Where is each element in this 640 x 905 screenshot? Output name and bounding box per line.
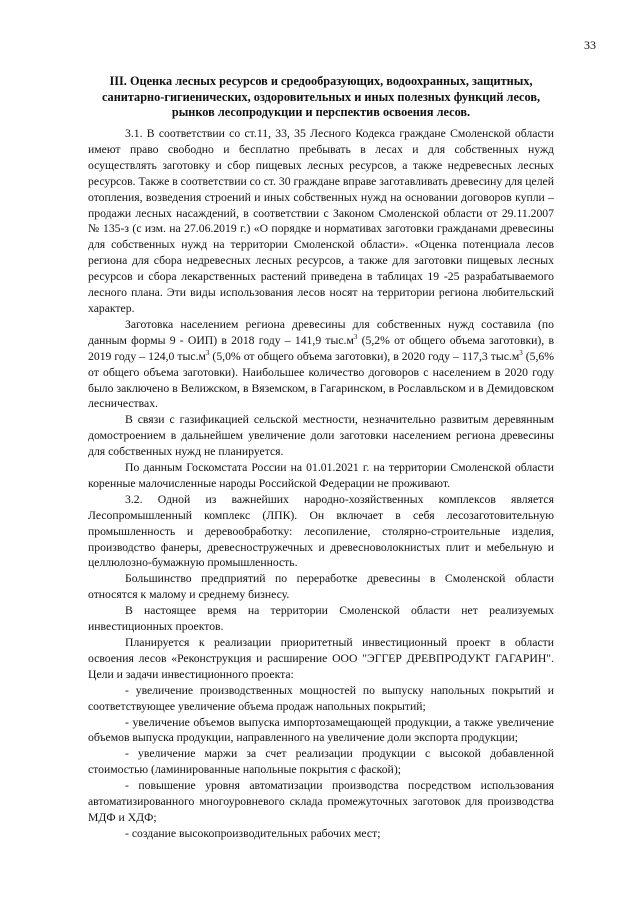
harvest-text-2018: Заготовка населением региона древесины для собственных нужд составила (по данным формы 9 - ОИП) в 2018 году – 141,9 тыс.м xyxy=(88,317,554,347)
paragraph-harvest-volumes xyxy=(88,317,554,412)
harvest-text-2019: (5,2% от общего объема заготовки), в 2019 году – 124,0 тыс.м xyxy=(88,333,554,363)
bullet-import-substitution: - увеличение объемов выпуска импортозамещающей продукции, а также увеличение объемов выпуска продукции, направленного на увеличение доли экспорта продукции; xyxy=(88,715,554,745)
bullet-jobs: - создание высокопроизводительных рабочих мест; xyxy=(125,826,381,840)
harvest-text-rest: (5,6% от общего объема заготовки). Наибольшее количество договоров с населением в 2020 году было заключено в Велижском, в Вяземском, в Гагаринском, в Рославльском и в Демидовском лесничествах. xyxy=(88,349,554,411)
paragraph-small-business: Большинство предприятий по переработке древесины в Смоленской области относятся к малому и среднему бизнесу. xyxy=(88,572,554,602)
paragraph-indigenous: По данным Госкомстата России на 01.01.2021 г. на территории Смоленской области коренные малочисленные народы Российской Федерации не проживают. xyxy=(88,461,554,490)
paragraph-gasification: В связи с газификацией сельской местности, незначительно развитым деревянным домостроением в дальнейшем увеличение доли заготовки населением региона древесины для собственных нужд не планируется. xyxy=(88,413,554,459)
bullet-capacity: - увеличение производственных мощностей по выпуску напольных покрытий и соответствующее увеличение объема продаж напольных покрытий; xyxy=(88,683,554,713)
cubic-superscript: 3 xyxy=(353,332,358,341)
cubic-superscript: 3 xyxy=(519,348,523,357)
harvest-text-2020: (5,0% от общего объема заготовки), в 2020 году – 117,3 тыс.м xyxy=(209,349,520,363)
body-text xyxy=(88,126,554,842)
paragraph-no-projects: В настоящее время на территории Смоленской области нет реализуемых инвестиционных проектов. xyxy=(88,604,554,634)
paragraph-investment-project: Планируется к реализации приоритетный инвестиционный проект в области освоения лесов «Реконструкция и расширение ООО "ЭГГЕР ДРЕВПРОДУКТ ГАГАРИН". Цели и задачи инвестиционного проекта: xyxy=(88,636,554,681)
section-heading: III. Оценка лесных ресурсов и средообразующих, водоохранных, защитных, санитарно-гигиенических, оздоровительных и иных полезных функций лесов, рынков лесопродукции и перспектив освоения лесов. xyxy=(101,74,541,120)
bullet-automation: - повышение уровня автоматизации производства посредством использования автоматизированного многоуровневого склада промежуточных заготовок для производства МДФ и ХДФ; xyxy=(88,779,554,824)
paragraph-3-2: 3.2. Одной из важнейших народно-хозяйственных комплексов является Лесопромышленный комплекс (ЛПК). Он включает в себя лесозаготовительную промышленность и деревообработку: лесопиление, столярно-строительные изделия, производство фанеры, древесностружечных и древесноволокнистых плит и мебельную и целлюлозно-бумажную промышленность. xyxy=(88,492,554,570)
cubic-superscript: 3 xyxy=(205,348,210,357)
page-number: 33 xyxy=(584,38,596,52)
bullet-margin: - увеличение маржи за счет реализации продукции с высокой добавленной стоимостью (ламинированные напольные покрытия с фаской); xyxy=(88,747,554,777)
paragraph-3-1: 3.1. В соответствии со ст.11, 33, 35 Лесного Кодекса граждане Смоленской области имеют право свободно и бесплатно пребывать в лесах и для собственных нужд осуществлять заготовку и сбор пищевых лесных ресурсов, а также недревесных лесных ресурсов. Также в соответствии со ст. 30 граждане вправе заготавливать древесину для целей отопления, возведения строений и иных собственных нужд на основании договоров купли – продажи лесных насаждений, в соответствии с Законом Смоленской области от 29.11.2007 № 135-з (с изм. на 27.06.2019 г.) «О порядке и нормативах заготовки гражданами древесины для собственных нужд на территории Смоленской области». «Оценка потенциала лесов региона для сбора недревесных лесных ресурсов, а также для заготовки пищевых лесных ресурсов и сбора лекарственных растений приведена в таблицах 19 -25 разрабатываемого лесного плана. Эти виды использования лесов носят на территории региона любительский характер. xyxy=(88,127,554,315)
